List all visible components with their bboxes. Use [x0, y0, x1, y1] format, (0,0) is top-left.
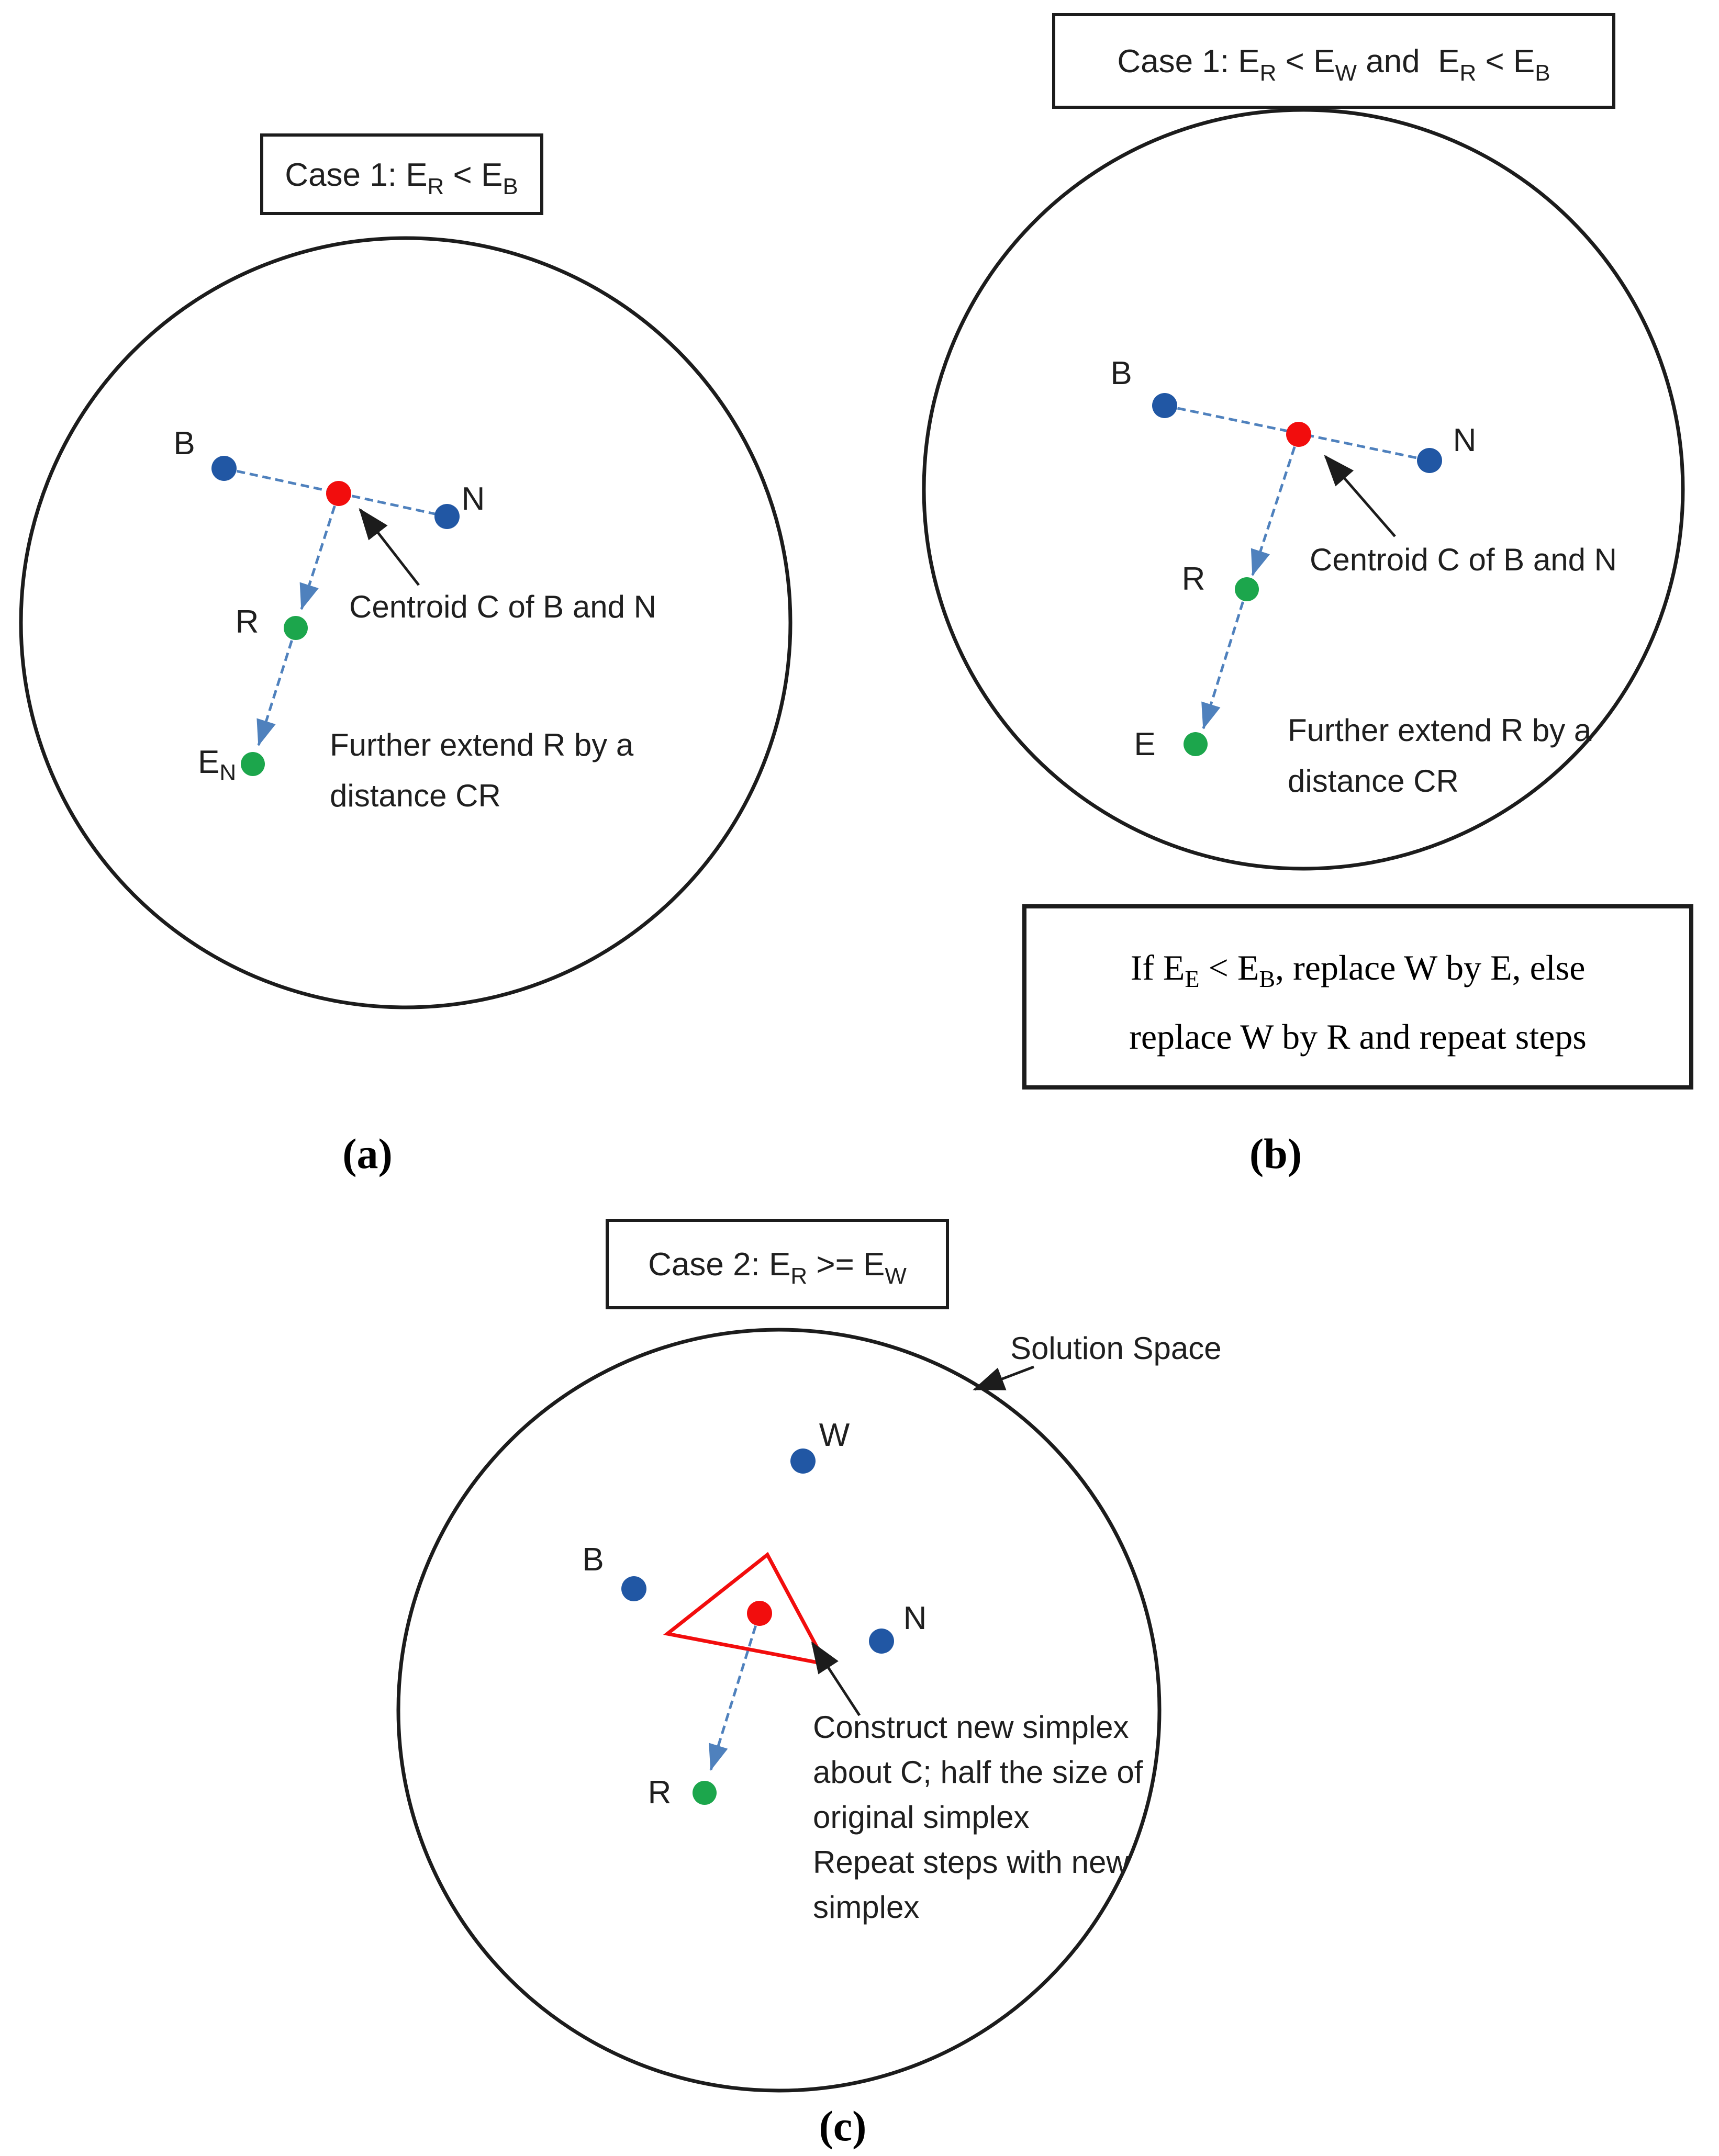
panel-c-point-n: [869, 1629, 894, 1654]
panel-c-point-centroid: [747, 1601, 772, 1626]
panel-b-point-r: [1235, 577, 1259, 601]
panel-b-if-note-box: [1024, 906, 1691, 1087]
panel-a-extend-note-line2: distance CR: [330, 778, 501, 813]
panel-c-note-line4: Repeat steps with new: [813, 1845, 1129, 1880]
panel-c-caption: (c): [819, 2102, 867, 2150]
panel-a-point-r: [284, 616, 308, 640]
panel-a-arrow-r-to-en: [259, 628, 296, 745]
panel-a-centroid-note: Centroid C of B and N: [349, 589, 656, 624]
panel-b-if-note-line2: replace W by R and repeat steps: [1129, 1017, 1587, 1057]
panel-a-label-b: B: [173, 425, 195, 462]
panel-c-note-line1: Construct new simplex: [813, 1710, 1129, 1745]
panel-c-label-n: N: [903, 1600, 927, 1636]
panel-a-caption: (a): [342, 1130, 393, 1177]
panel-b-extend-note-line1: Further extend R by a: [1288, 713, 1592, 748]
panel-b-if-note-line1: If $E_E < E_B$, replace W by E, else: [1130, 948, 1586, 992]
panel-c: [398, 1220, 1222, 2150]
panel-c-simplex-pointer-arrow: [812, 1643, 860, 1715]
panel-c-point-w: [790, 1448, 816, 1474]
panel-b-title: Case 1: $E_R < E_W$ and $E_R < E_B$: [1117, 43, 1550, 86]
panel-c-label-w: W: [819, 1417, 850, 1453]
panel-a-point-centroid: [326, 481, 351, 506]
panel-c-solution-space-label: Solution Space: [1010, 1331, 1222, 1366]
panel-b-centroid-note: Centroid C of B and N: [1310, 542, 1617, 577]
panel-b-label-n: N: [1453, 422, 1477, 458]
panel-c-note-line2: about C; half the size of: [813, 1755, 1143, 1790]
panel-a-label-n: N: [461, 481, 485, 517]
panel-a-arrow-c-to-r: [302, 493, 339, 609]
panel-b: [924, 15, 1691, 1177]
panel-c-solution-space-arrow: [975, 1367, 1034, 1389]
panel-a-point-b: [211, 456, 237, 481]
panel-b-point-b: [1152, 393, 1177, 418]
panel-b-label-b: B: [1110, 355, 1132, 391]
panel-b-point-centroid: [1286, 422, 1311, 447]
panel-b-arrow-c-to-r: [1253, 434, 1299, 575]
panel-c-point-b: [621, 1576, 646, 1601]
panel-c-arrow-c-to-r: [711, 1613, 760, 1770]
panel-a: [21, 135, 790, 1177]
panel-a-centroid-pointer-arrow: [360, 510, 419, 585]
panel-a-title: Case 1: $E_R < E_B$: [285, 157, 518, 199]
panel-b-point-n: [1417, 448, 1442, 473]
panel-a-extend-note-line1: Further extend R by a: [330, 727, 634, 762]
panel-b-extend-note-line2: distance CR: [1288, 763, 1459, 799]
panel-c-title: Case 2: $E_R >= E_W$: [648, 1247, 907, 1289]
panel-b-solution-space-circle: [924, 110, 1683, 869]
panel-c-note-line5: simplex: [813, 1890, 920, 1925]
panel-b-centroid-pointer-arrow: [1325, 456, 1395, 536]
panel-a-point-n: [434, 504, 460, 529]
panel-a-label-r: R: [235, 604, 259, 640]
panel-c-label-b: B: [582, 1542, 604, 1578]
panel-b-caption: (b): [1249, 1130, 1302, 1177]
panel-a-label-en: $E_N$: [198, 744, 237, 785]
panel-a-point-en: [241, 752, 265, 776]
panel-c-label-r: R: [648, 1775, 672, 1811]
panel-b-label-r: R: [1181, 561, 1205, 597]
panel-c-point-r: [693, 1781, 717, 1805]
panel-b-arrow-r-to-e: [1203, 589, 1247, 728]
panel-c-note-line3: original simplex: [813, 1800, 1030, 1835]
panel-b-label-e: E: [1134, 726, 1156, 762]
panel-b-point-e: [1184, 732, 1208, 756]
panel-c-new-simplex-triangle: [667, 1555, 826, 1664]
